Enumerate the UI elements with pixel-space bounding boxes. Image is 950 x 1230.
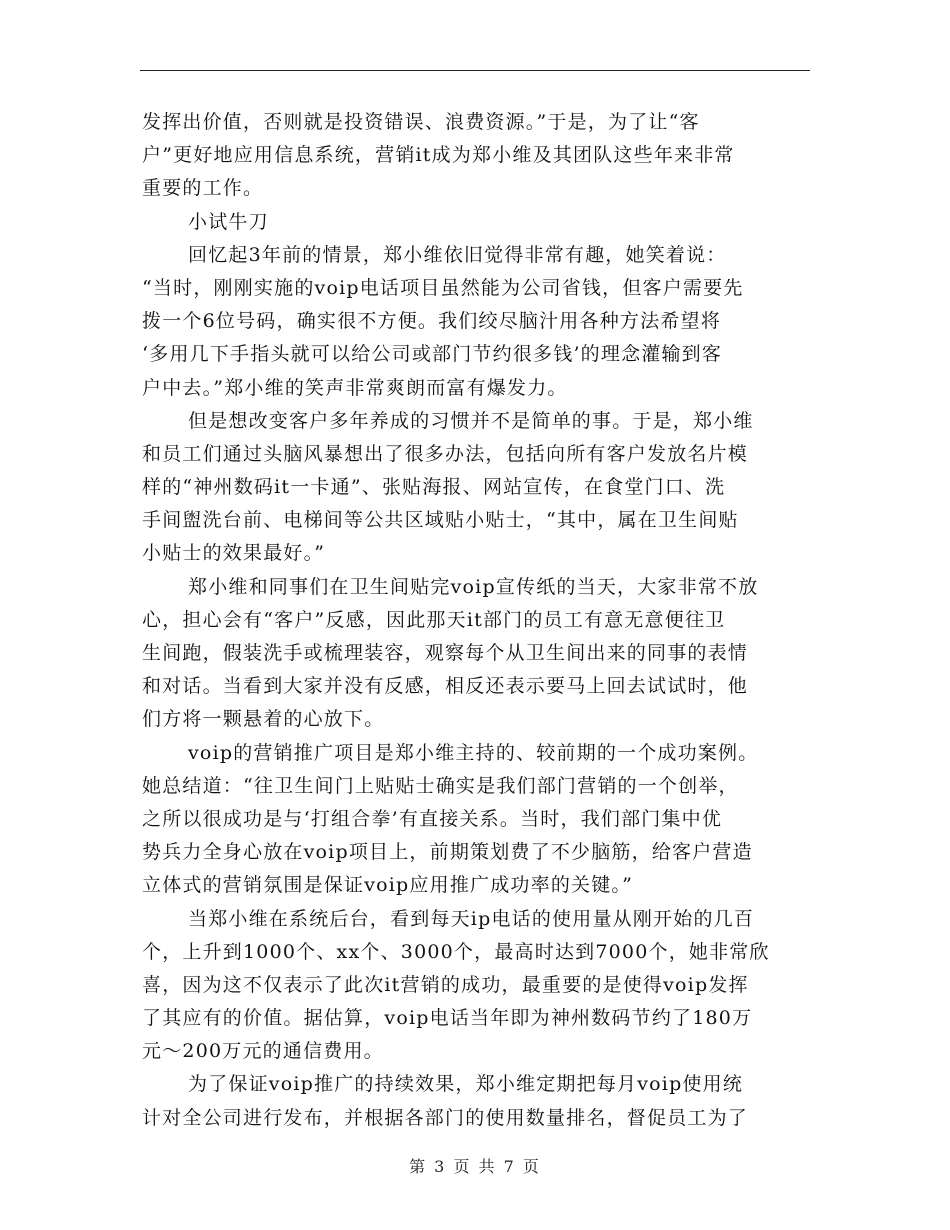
text-line: 她总结道：“往卫生间门上贴贴士确实是我们部门营销的一个创举，: [142, 774, 739, 797]
text-line: 立体式的营销氛围是保证voip应用推广成功率的关键。”: [142, 874, 634, 897]
text-line: 了其应有的价值。据估算，voip电话当年即为神州数码节约了180万: [142, 1007, 753, 1030]
page-number-footer: 第 3 页 共 7 页: [409, 1157, 541, 1176]
text-line: 但是想改变客户多年养成的习惯并不是简单的事。于是，郑小维: [188, 409, 754, 432]
text-line: 小贴士的效果最好。”: [142, 542, 326, 565]
text-line: 势兵力全身心放在voip项目上，前期策划费了不少脑筋，给客户营造: [142, 841, 753, 864]
text-line: 个，上升到1000个、xx个、3000个，最高时达到7000个，她非常欣: [142, 940, 770, 963]
text-line: voip的营销推广项目是郑小维主持的、较前期的一个成功案例。: [188, 741, 759, 764]
text-line: 生间跑，假装洗手或梳理装容，观察每个从卫生间出来的同事的表情: [142, 642, 749, 664]
text-line: 喜，因为这不仅表示了此次it营销的成功，最重要的是使得voip发挥: [142, 973, 749, 996]
text-line: 回忆起3年前的情景，郑小维依旧觉得非常有趣，她笑着说：: [188, 243, 727, 266]
text-line: 当郑小维在系统后台，看到每天ip电话的使用量从刚开始的几百: [188, 907, 755, 930]
text-line: 小试牛刀: [188, 210, 269, 233]
text-line: 们方将一颗悬着的心放下。: [142, 708, 385, 731]
text-line: 户中去。”郑小维的笑声非常爽朗而富有爆发力。: [142, 376, 568, 399]
text-line: 和对话。当看到大家并没有反感，相反还表示要马上回去试试时，他: [142, 675, 749, 698]
text-line: 郑小维和同事们在卫生间贴完voip宣传纸的当天，大家非常不放: [188, 575, 759, 598]
text-line: “当时，刚刚实施的voip电话项目虽然能为公司省钱，但客户需要先: [142, 276, 744, 299]
text-line: 重要的工作。: [142, 177, 264, 200]
text-line: 元～200万元的通信费用。: [142, 1040, 384, 1063]
text-line: 发挥出价值，否则就是投资错误、浪费资源。”于是，为了让“客: [142, 111, 700, 133]
text-line: 计对全公司进行发布，并根据各部门的使用数量排名，督促员工为了: [142, 1106, 749, 1129]
text-line: 拨一个6位号码，确实很不方便。我们绞尽脑汁用各种方法希望将: [142, 310, 721, 333]
text-line: 为了保证voip推广的持续效果，郑小维定期把每月voip使用统: [188, 1073, 744, 1096]
text-line: 和员工们通过头脑风暴想出了很多办法，包括向所有客户发放名片模: [142, 442, 749, 465]
document-body: [142, 106, 812, 1135]
text-line: ‘多用几下手指头就可以给公司或部门节约很多钱’的理念灌输到客: [142, 343, 723, 366]
text-line: 手间盥洗台前、电梯间等公共区域贴小贴士，“其中，属在卫生间贴: [142, 509, 739, 532]
text-line: 心，担心会有“客户”反感，因此那天it部门的员工有意无意便往卫: [142, 608, 726, 631]
text-line: 样的“神州数码it一卡通”、张贴海报、网站宣传，在食堂门口、洗: [142, 476, 726, 499]
text-line: 之所以很成功是与‘打组合拳’有直接关系。当时，我们部门集中优: [142, 807, 723, 830]
text-line: 户”更好地应用信息系统，营销it成为郑小维及其团队这些年来非常: [142, 144, 735, 167]
header-rule: [140, 70, 810, 71]
